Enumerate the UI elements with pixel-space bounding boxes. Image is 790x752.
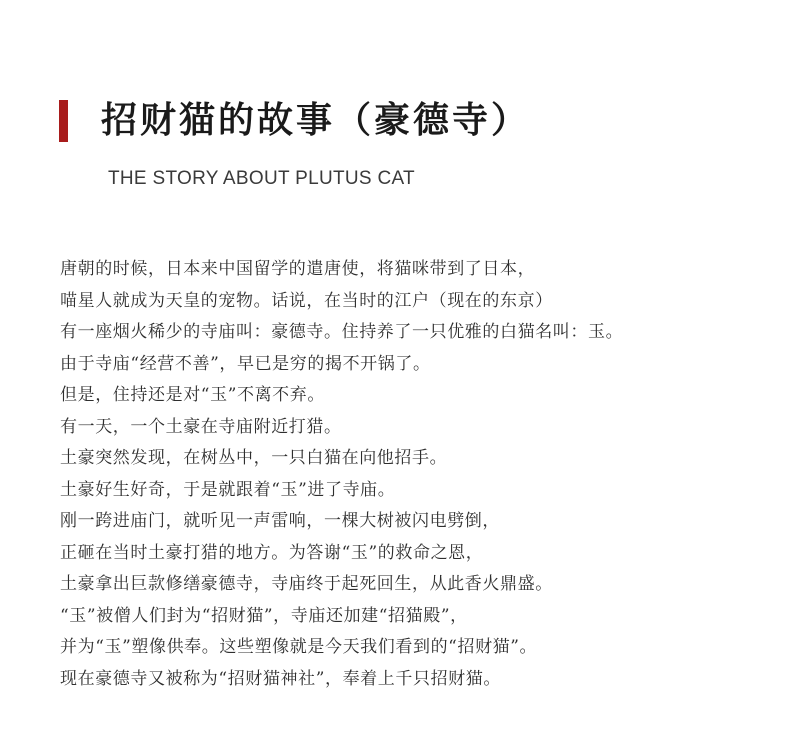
story-line: 唐朝的时候，日本来中国留学的遣唐使，将猫咪带到了日本， xyxy=(60,259,536,279)
story-line: 并为“玉”塑像供奉。这些塑像就是今天我们看到的“招财猫”。 xyxy=(60,637,538,657)
story-line: 由于寺庙“经营不善”，早已是穷的揭不开锅了。 xyxy=(60,353,431,374)
title-accent-bar xyxy=(59,100,68,142)
story-line: “玉”被僧人们封为“招财猫”，寺庙还加建“招猫殿”， xyxy=(60,605,468,626)
story-line: 土豪好生好奇，于是就跟着“玉”进了寺庙。 xyxy=(60,479,396,500)
story-line: 土豪突然发现，在树丛中，一只白猫在向他招手。 xyxy=(60,448,448,468)
story-body xyxy=(60,254,623,695)
story-line: 但是，住持还是对“玉”不离不弃。 xyxy=(60,385,325,405)
story-line: 有一座烟火稀少的寺庙叫：豪德寺。住持养了一只优雅的白猫名叫：玉。 xyxy=(60,322,624,342)
story-line: 喵星人就成为天皇的宠物。话说，在当时的江户（现在的东京） xyxy=(60,290,553,311)
page-subtitle: THE STORY ABOUT PLUTUS CAT xyxy=(108,168,415,189)
story-line: 有一天，一个土豪在寺庙附近打猎。 xyxy=(60,416,342,437)
page-title: 招财猫的故事（豪德寺） xyxy=(101,99,531,141)
story-line: 刚一跨进庙门，就听见一声雷响，一棵大树被闪电劈倒， xyxy=(60,511,500,531)
story-line: 正砸在当时土豪打猎的地方。为答谢“玉”的救命之恩， xyxy=(60,542,484,563)
story-line: 现在豪德寺又被称为“招财猫神社”，奉着上千只招财猫。 xyxy=(60,668,501,689)
story-line: 土豪拿出巨款修缮豪德寺，寺庙终于起死回生，从此香火鼎盛。 xyxy=(60,574,553,594)
